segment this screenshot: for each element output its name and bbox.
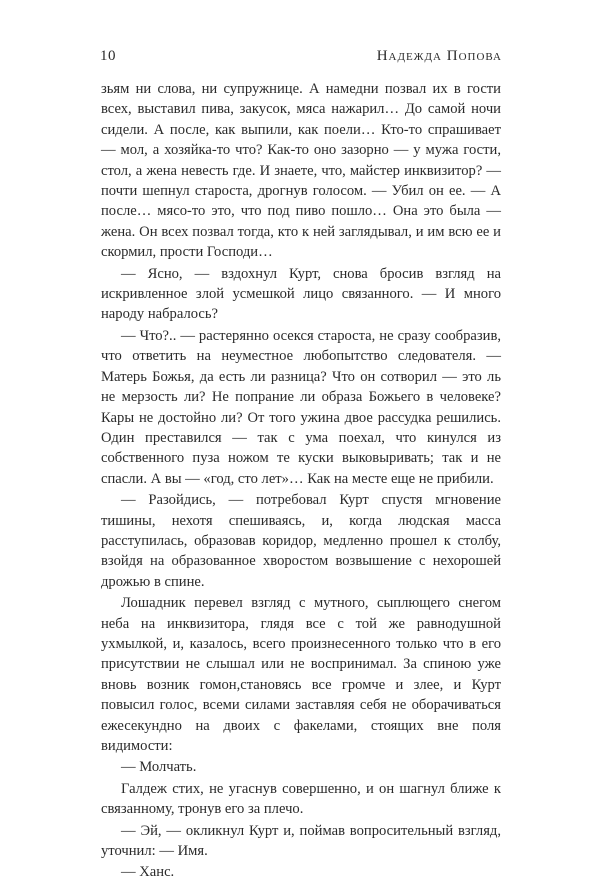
paragraph: — Ханс.	[121, 864, 175, 881]
paragraph: — Ясно, — вздохнул Курт, снова бросив взгляд на искривленное злой усмешкой лицо связанного. — И много народу набралось?	[101, 265, 501, 323]
paragraph: зьям ни слова, ни супружнице. А намедни позвал их в гости всех, выставил пива, закусок, мяса нажарил… До самой ночи сидели. А после, как выпили, как поели… Кто-то спрашивает — мол, а хозяйка-то что? Как-то оно зазорно — у мужа гости, стол, а жена невесть где. И знаете, что, майстер инквизитор? — почти шепнул староста, дрогнув голосом. — Убил он ее. — А после… мясо-то это, что под пиво пошло… Она это была — жена. Он всех позвал тогда, кто к ней заглядывал, и им всю ее и скормил, прости Господи…	[101, 81, 501, 261]
paragraph: Галдеж стих, не угаснув совершенно, и он шагнул ближе к связанному, тронув его за плечо.	[101, 780, 501, 818]
page-number: 10	[100, 48, 116, 64]
author-running-title: Надежда Попова	[376, 48, 502, 64]
paragraph: — Эй, — окликнул Курт и, поймав вопросительный взгляд, уточнил: — Имя.	[101, 822, 501, 860]
body-text	[101, 79, 501, 884]
paragraph: Лошадник перевел взгляд с мутного, сыплющего снегом неба на инквизитора, глядя все с той же равнодушной ухмылкой, и, казалось, всего произнесенного только что в его присутствии не слышал или не воспринимал. За спиною уже вновь возник гомон,становясь все громче и злее, и Курт повысил голос, всеми силами заставляя себя не оборачиваться ежесекундно на двоих с факелами, стоящих вне поля видимости:	[101, 595, 501, 754]
paragraph: — Молчать.	[121, 759, 197, 776]
running-head	[100, 47, 502, 65]
paragraph: — Что?.. — растерянно осекся староста, не сразу сообразив, что ответить на неуместное любопытство следователя. — Матерь Божья, да есть ли разница? Что он сотворил — это ль не мерзость ли? Не попрание ли образа Божьего в человеке? Кары не достойно ли? От того ужина двое рассудка решились. Один преставился — так с ума поехал, что кинулся из собственного пуза ножом те куски выковыривать; так и не спасли. А вы — «год, сто лет»… Как на месте еще не прибили.	[101, 327, 501, 487]
paragraph: — Разойдись, — потребовал Курт спустя мгновение тишины, нехотя спешиваясь, и, когда людская масса расступилась, образовав коридор, медленно прошел к столбу, взойдя на образованное хворостом возвышение с нехорошей дрожью в спине.	[101, 492, 501, 590]
